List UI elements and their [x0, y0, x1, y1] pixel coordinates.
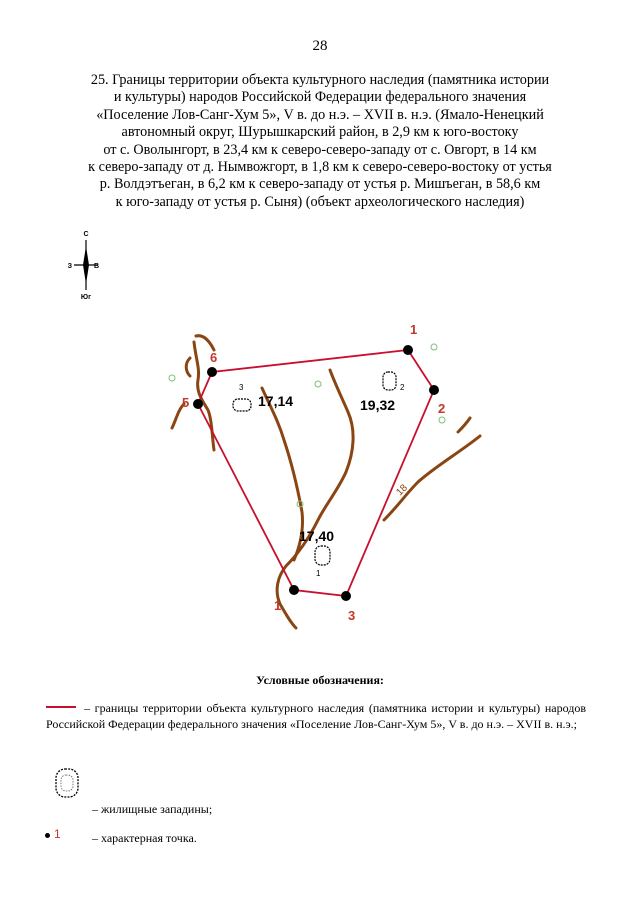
title-line: и культуры) народов Российской Федерации федерального значения	[113, 89, 527, 106]
site-plan-map	[0, 220, 640, 640]
boundary-point	[193, 399, 203, 409]
pit-label: 2	[400, 383, 405, 392]
document-title	[40, 72, 600, 211]
legend-dwelling-pit-icon	[52, 766, 84, 800]
terrain-contours	[172, 336, 480, 628]
legend-boundary-text: – границы территории объекта культурного наследия (памятника истории и культуры) народов Российской Федерации федерального значения «Поселение Лов-Санг-Хум 5», V в. до н.э. – XVII в. н.э.;	[46, 701, 586, 731]
point-label: 6	[210, 350, 218, 365]
compass-west-label: З	[67, 263, 72, 270]
tree-icon	[169, 375, 175, 381]
page-number: 28	[312, 38, 328, 54]
tree-icon	[315, 381, 321, 387]
compass-rose	[68, 231, 99, 301]
compass-south-label: Юг	[80, 294, 92, 301]
territory-boundary	[198, 350, 434, 596]
tree-icon	[431, 344, 437, 350]
point-label: 2	[438, 401, 446, 416]
dwelling-pit-icon	[233, 399, 251, 411]
title-line: к юго-западу от устья р. Сыня) (объект археологического наследия)	[115, 193, 525, 210]
pit-label: 3	[239, 383, 244, 392]
point-labels	[182, 322, 445, 623]
point-label: 5	[182, 395, 190, 410]
boundary-point	[341, 591, 351, 601]
title-line: к северо-западу от д. Нымвожгорт, в 1,8 км к северо-северо-востоку от устья	[88, 159, 552, 176]
elevation-labels	[258, 393, 395, 544]
legend-pit-text: – жилищные западины;	[92, 802, 213, 816]
contour-elevation-label: 18	[394, 482, 410, 499]
north-arrow-icon	[83, 246, 89, 265]
legend-point-number: 1	[54, 827, 61, 841]
elevation-label: 19,32	[360, 397, 396, 413]
south-arrow-icon	[83, 265, 89, 284]
contour-line	[196, 336, 214, 350]
contour-line	[262, 388, 303, 560]
contour-line	[384, 436, 480, 520]
dwelling-pit-icon	[315, 546, 330, 565]
compass-north-label: С	[83, 231, 89, 238]
title-line: автономный округ, Шурышкарский район, в 2,9 км к юго-востоку	[121, 124, 519, 141]
dwelling-pit-icon	[383, 372, 396, 390]
boundary-point	[289, 585, 299, 595]
point-label: 1	[410, 322, 418, 337]
title-line: от с. Оволынгорт, в 23,4 км к северо-северо-западу от с. Овгорт, в 14 км	[103, 141, 537, 158]
compass-east-label: В	[94, 263, 100, 270]
contour-line	[186, 358, 190, 376]
pit-label: 1	[316, 569, 321, 578]
boundary-point	[207, 367, 217, 377]
elevation-label: 17,40	[299, 528, 335, 544]
point-label: 1	[274, 598, 282, 613]
tree-icon	[439, 417, 445, 423]
title-line: р. Волдэтъеган, в 6,2 км к северо-западу от устья р. Мишъеган, в 58,6 км	[99, 176, 541, 193]
point-label: 3	[348, 608, 356, 623]
legend-point-text: – характерная точка.	[92, 831, 197, 845]
title-line: «Поселение Лов-Санг-Хум 5», V в. до н.э. – XVII в. н.э. (Ямало-Ненецкий	[96, 106, 544, 123]
boundary-point	[429, 385, 439, 395]
legend-title: Условные обозначения:	[256, 673, 384, 687]
contour-line	[458, 418, 470, 432]
boundary-point	[403, 345, 413, 355]
elevation-label: 17,14	[258, 393, 294, 409]
legend-point-dot-icon	[45, 833, 50, 838]
title-line: 25. Границы территории объекта культурного наследия (памятника истории	[90, 72, 550, 88]
